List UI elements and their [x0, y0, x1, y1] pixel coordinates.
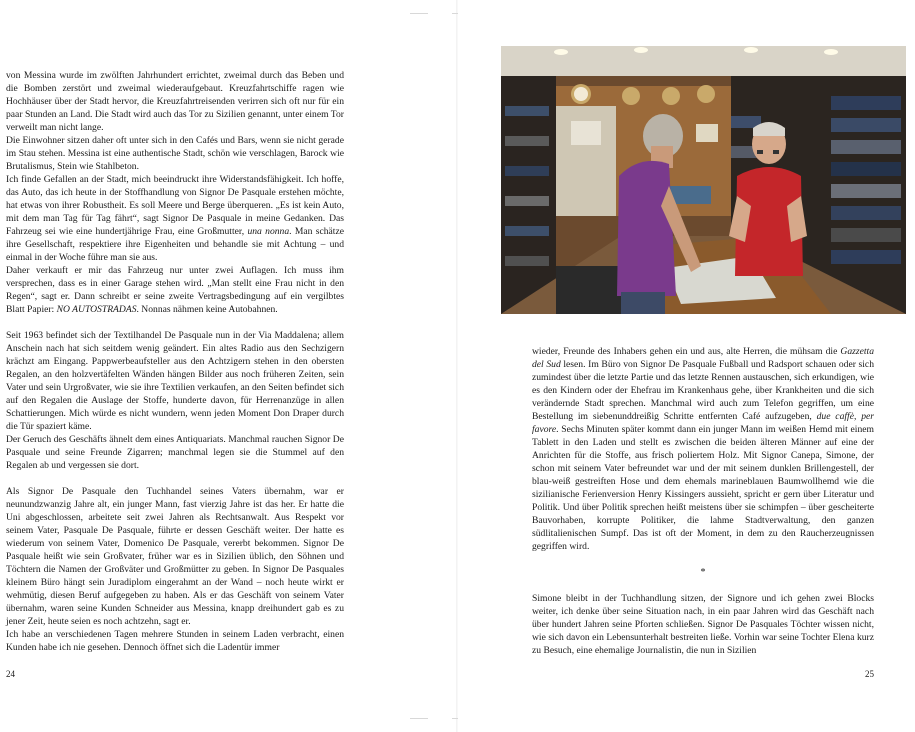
paragraph-text: . Nonnas nähmen keine Autobahnen. — [136, 304, 278, 315]
paragraph-text: Seit 1963 befindet sich der Textilhandel De Pasquale nun in der Via Maddalena; allem Anschein nach hat sich seitdem wenig geändert. Ein altes Radio aus den Sechzigern krächzt am Eingang. Pappwerbeaufsteller aus den Achtzigern stehen in den obersten Regalen, an den holzvertäfelten Wänden hängen Bilder aus noch früheren Zeiten, sein Vater und sein Urgroßvater, wie sie ihre Textilien verkaufen, an den Seiten befindet sich auf den Regalen die Auslage der Stoffe, hunderte davon, für Herrenanzüge in allen Schattierungen. Mich würde es nicht wundern, wenn jeden Moment Don Draper durch die Tür spaziert käme. — [6, 330, 344, 432]
paragraph-text: . Man schätze ihre Gesellschaft, respektiere ihre Eigenheiten und behandle sie mit Achtung – und einmal in der Woche führe man sie aus. — [6, 226, 344, 263]
body-paragraph — [6, 173, 344, 264]
italic-text: Gazzetta del Sud — [532, 346, 874, 370]
paragraph-text: . Sechs Minuten später kommt dann ein junger Mann im weißen Hemd mit einem Tablett in den Laden und stellt es zwischen die beiden älteren Männer auf eine der Anrichten für die Stoffe, aus frisch poliertem Holz. Mit Signor Canepa, Simone, der schon mit seinem Vater befreundet war und der mit seinem dunklen Brillengestell, der blau-weiß gestreiften Hose und dem ehemals marineblauen Baumwollhemd wie die sizilianische Ferienversion Henry Kissingers aussieht, spricht er gern über Literatur und Politik. Und über Politik sprechen heißt meistens über sie schimpfen – über gescheiterte Bauvorhaben, korrupte Politiker, die lahme Stadtverwaltung, den ganzen südlitalienischen Sumpf. Das ist oft der Moment, in dem zu den Raucherzeugnissen gegriffen wird. — [532, 424, 874, 552]
page-number-right: 25 — [865, 669, 874, 679]
body-paragraph — [532, 345, 874, 553]
paragraph-text: von Messina wurde im zwölften Jahrhundert errichtet, zweimal durch das Beben und die Bomben zerstört und zweimal wiederaufgebaut. Kreuzfahrtschiffe ragen wie Hochhäuser über der Stadt hervor, die Kreuzfahrtreisenden verirren sich oft nur für ein paar Stunden an Land. Die Stadt wird auch das Tor zu Sizilien genannt, unter einem Tor verweilt man nicht lange. — [6, 70, 344, 133]
section-break: * — [700, 567, 706, 578]
paragraph-text: Die Einwohner sitzen daher oft unter sich in den Cafés und Bars, wenn sie nicht gerade im Stau stehen. Messina ist eine authentische Stadt, schön wie verschlagen, Barock wie Brutalismus, Stein wie Stahlbeton. — [6, 135, 344, 172]
body-paragraph — [6, 433, 344, 472]
body-paragraph — [6, 329, 344, 433]
page-number-left: 24 — [6, 669, 15, 679]
italic-text: una nonna — [247, 226, 290, 237]
body-paragraph — [6, 69, 344, 134]
paragraph-text: Der Geruch des Geschäfts ähnelt dem eines Antiquariats. Manchmal rauchen Signor De Pasquale und seine Freunde Zigarren; manchmal legen sie die Stummel auf den Regalen ab und vergessen sie dort. — [6, 434, 344, 471]
shop-photo — [501, 46, 906, 314]
right-page — [458, 0, 915, 732]
italic-text: NO AUTOSTRADAS — [56, 304, 137, 315]
body-paragraph — [6, 485, 344, 628]
paragraph-text: Ich finde Gefallen an der Stadt, mich beeindruckt ihre Widerstandsfähigkeit. Ich hoffe, das Auto, das ich heute in der Stoffhandlung von Signor De Pasquale erstehen möchte, hat etwas von ihrer Robustheit. Es soll Meere und Berge überqueren. „Es ist kein Auto, mit dem man Tag für Tag fährt“, sagt Signor De Pasquale in meine Gedanken. Das Fahrzeug sei wie eine hundertjährige Frau, eine Großmutter, — [6, 174, 344, 237]
top-edge-mark — [410, 13, 428, 14]
body-paragraph — [6, 628, 344, 654]
right-text-column — [532, 345, 874, 657]
body-paragraph — [6, 264, 344, 316]
paragraph-text: Simone bleibt in der Tuchhandlung sitzen, der Signore und ich gehen zwei Blocks weiter, ich denke über seine Situation nach, in ein paar Jahren wird das Geschäft nach über hundert Jahren seine Pforten schließen. Signor De Pasquales Töchter wissen nicht, wie sich davon ein Lebensunterhalt bestreiten ließe. Vorhin war seine Tochter Elena kurz zu Besuch, eine ehemalige Journalistin, die nun in Sizilien — [532, 593, 874, 656]
paragraph-text: wieder, Freunde des Inhabers gehen ein und aus, alte Herren, die mühsam die — [532, 346, 841, 357]
paragraph-text: Ich habe an verschiedenen Tagen mehrere Stunden in seinem Laden verbracht, einen Kunden habe ich nie gesehen. Dennoch öffnet sich die Ladentür immer — [6, 629, 344, 653]
bottom-edge-mark — [410, 718, 428, 719]
body-paragraph — [6, 134, 344, 173]
paragraph-text: lesen. Im Büro von Signor De Pasquale Fußball und Radsport schauen oder sich zumindest über die letzte Partie und das letzte Rennen austauschen, sich erkundigen, wie es den Kindern oder der Ehefrau im Krankenhaus gehe, über Krankheiten und die sich verändernde Stadt sprechen. Manchmal wird auch zum Telefon gegriffen, um eine Bestellung im siebenunddreißig Schritte entfernten Café aufzugeben, — [532, 359, 874, 422]
paragraph-text: Als Signor De Pasquale den Tuchhandel seines Vaters übernahm, war er neunundzwanzig Jahre alt, ein junger Mann, fast vierzig Jahre ist das her. Er hatte die Uni abgeschlossen, arbeitete seit zwei Jahren als Rechtsanwalt. Aus Respekt vor seinem Vater, Pasquale De Pasquale, führte er dessen Geschäft weiter. Der hatte es wiederum von seinem Vater, Domenico De Pasquale, vererbt bekommen. Signor De Pasquale heißt wie sein Großvater, früher war es in Sizilien üblich, den Söhnen und Töchtern die Namen der Großväter und Großmütter zu geben. In Signor De Pasquales kleinem Büro hängt sein Juradiplom eingerahmt an der Wand – noch heute wirkt er wehmütig, diesen Beruf aufgegeben zu haben. Als er das Geschäft von seinem Vater übernahm, waren seine Kunden Schneider aus Messina, knapp dreihundert gab es zu jener Zeit, heute seien es noch achtzehn, sagt er. — [6, 486, 344, 627]
italic-text: due caffè, per favore — [532, 411, 874, 435]
left-text-column — [6, 69, 344, 654]
paragraph-text: Daher verkauft er mir das Fahrzeug nur unter zwei Auflagen. Ich muss ihm versprechen, dass es in einer Garage stehen wird. „Man stellt eine Frau nicht in den Regen“, sagt er. Dann schreibt er seine zweite Vertragsbedingung auf ein vergilbtes Blatt Papier: — [6, 265, 344, 315]
left-page — [0, 0, 457, 732]
body-paragraph — [532, 592, 874, 657]
